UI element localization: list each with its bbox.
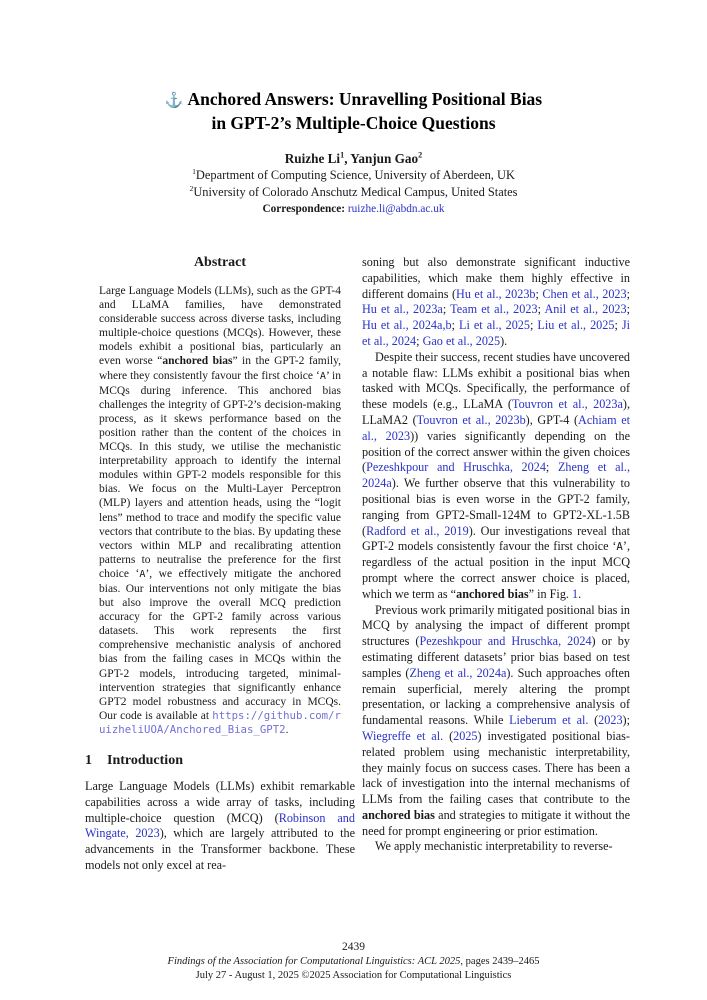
citation-link[interactable]: Pezeshkpour and Hruschka, 2024 <box>366 460 546 475</box>
section-heading-introduction <box>85 753 355 769</box>
paper-title <box>0 88 707 134</box>
text-run: ). Our investigations reveal that GPT-2 models consistently favour the first choice ‘ <box>362 523 630 554</box>
text-run: ” in Fig. <box>528 586 573 601</box>
citation-link[interactable]: Zheng et al., 2024a <box>362 460 630 491</box>
authors-block <box>0 150 707 217</box>
text-run: ’, we effectively mitigate the anchored bias. Our interventions not only mitigate the bias but also improve the overall MCQ prediction accuracy for the GPT-2 family across various datasets. This work represents the first comprehensive mechanistic analysis of anchored bias from the failing cases in MCQs within the GPT-2 models, introducing targeted, minimal-intervention strategies that significantly enhance GPT2 model robustness and accuracy in MCQs. Our code is available at <box>99 567 341 722</box>
citation-link[interactable]: Pezeshkpour and Hruschka, 2024 <box>419 634 592 649</box>
text-run: ) or by estimating different datasets’ prior bias based on test samples ( <box>362 634 630 680</box>
citation-link[interactable]: 2023 <box>598 713 623 728</box>
left-column <box>85 255 355 955</box>
text-run: A <box>139 568 146 580</box>
text-run: anchored bias <box>362 807 435 822</box>
affiliation-2 <box>0 184 707 201</box>
text-run: Correspondence: <box>262 203 348 215</box>
text-run: ). <box>500 333 508 348</box>
citation-link[interactable]: Achiam et al., 2023 <box>362 412 630 443</box>
text-run: ; <box>626 286 630 301</box>
text-run: ( <box>443 728 454 743</box>
text-run: ; <box>529 318 538 333</box>
text-run: A <box>319 370 326 382</box>
text-run: ” in the GPT-2 family, where they consistently favour the first choice ‘ <box>99 355 341 382</box>
citation-link[interactable]: Radford et al., 2019 <box>366 523 469 538</box>
title-block <box>0 88 707 134</box>
citation-link[interactable]: Hu et al., 2024a,b <box>362 318 452 333</box>
text-run: Ruizhe Li <box>284 151 341 166</box>
text-run: ( <box>588 713 599 728</box>
citation-link[interactable]: Team et al., 2023 <box>450 302 538 317</box>
text-run: , Yanjun Gao <box>344 151 419 166</box>
text-run: . <box>285 723 289 736</box>
text-run: ’ in MCQs during inference. This anchored bias challenges the integrity of GPT-2’s decision-making process, as it skews performance based on the position rather than the content of the choices in MCQs. In this study, we utilise the mechanistic interpretability approach to identify the internal modules within GPT-2 models responsible for this bias. We focus on the Multi-Layer Perceptron (MLP) layers and attention heads, using the “logit lens” method to trace and modify the specific value vectors that contribute to the bias. By updating these vectors within MLP and recalibrating attention patterns to neutralise the preference for the first choice ‘ <box>99 369 341 580</box>
citation-link[interactable]: Ji et al., 2024 <box>362 318 630 348</box>
citation-link[interactable]: Hu et al., 2023b <box>456 286 536 301</box>
right-paragraph-3 <box>362 603 630 840</box>
right-paragraph-2 <box>362 350 630 603</box>
footer <box>0 940 707 982</box>
text-run: )) varies significantly depending on the position of the correct answer within the given choices ( <box>362 428 630 475</box>
text-run: , pages 2439–2465 <box>460 956 540 967</box>
text-run: Large Language Models (LLMs), such as the GPT-4 and LLaMA families, have demonstrated considerable success across diverse tasks, including multiple-choice questions (MCQs). However, these models exhibit a positional bias, particularly an even worse “ <box>99 285 341 368</box>
text-run: ’, regardless of the actual position in the input MCQ prompt where the correct answer choice is placed, which we term as “ <box>362 539 630 601</box>
citation-link[interactable]: 1 <box>572 586 579 601</box>
text-run: anchored bias <box>456 586 529 601</box>
citation-link[interactable]: Chen et al., 2023 <box>542 286 627 301</box>
text-run: University of Colorado Anschutz Medical Campus, United States <box>193 184 518 199</box>
right-column <box>362 255 630 950</box>
text-run: Previous work primarily mitigated positional bias in MCQ by analysing the impact of different prompt structures ( <box>362 602 630 649</box>
text-run: We apply mechanistic interpretability to reverse- <box>375 839 613 854</box>
text-run: ), which are largely attributed to the advancements in the Transformer backbone. These models not only excel at rea- <box>85 826 355 872</box>
text-run: ). Such approaches often remain superficial, merely altering the prompt presentation, or lacking a comprehensive analysis of fundamental reasons. While <box>362 665 630 728</box>
text-run: and strategies to mitigate it without the need for prompt engineering or prior estimation. <box>362 807 630 838</box>
author-names <box>0 150 707 167</box>
citation-link[interactable]: Li et al., 2025 <box>459 318 530 333</box>
citation-link[interactable]: Touvron et al., 2023a <box>512 397 623 412</box>
title-line-1: ⚓ Anchored Answers: Unravelling Positional Bias <box>164 89 543 109</box>
text-run: ). We further observe that this vulnerability to positional bias is even worse in the GPT-2 family, ranging from GPT2-Small-124M to GPT2-XL-1.5B ( <box>362 476 630 538</box>
text-run: soning but also demonstrate significant inductive capabilities, which make them highly effective in different domains ( <box>362 255 630 301</box>
text-run: . <box>578 586 582 601</box>
text-run: ); <box>622 713 630 728</box>
url-link[interactable]: https://github.com/ruizheliUOA/Anchored_Bias_GPT2 <box>99 708 341 736</box>
text-run: ; <box>451 318 460 333</box>
text-run: ; <box>537 302 545 317</box>
citation-link[interactable]: Liu et al., 2025 <box>537 318 615 333</box>
text-run: 2 <box>189 183 194 193</box>
abstract-text <box>99 284 341 737</box>
citation-link[interactable]: Hu et al., 2023a <box>362 302 443 317</box>
text-run: Despite their success, recent studies have uncovered a notable flaw: LLMs exhibit a positional bias when tasked with MCQs. Specifically, the performance of these models (e.g., LLaMA ( <box>362 349 630 412</box>
text-run: 2 <box>418 150 423 160</box>
page-number: 2439 <box>342 941 365 953</box>
text-run: ; <box>545 460 558 475</box>
citation-link[interactable]: Gao et al., 2025 <box>422 333 501 348</box>
footer-copyright: July 27 - August 1, 2025 ©2025 Association for Computational Linguistics <box>195 969 512 981</box>
footer-venue <box>0 955 707 969</box>
anchor-icon: ⚓ <box>164 93 184 109</box>
text-run: ; <box>626 302 630 317</box>
abstract-heading: Abstract <box>193 255 247 270</box>
right-paragraph-1 <box>362 255 630 350</box>
right-paragraph-4 <box>362 839 630 855</box>
section-number: 1 <box>85 753 92 768</box>
section-title: Introduction <box>107 753 183 768</box>
citation-link[interactable]: Lieberum et al. <box>509 713 589 728</box>
correspondence-line <box>0 202 707 217</box>
email-link[interactable]: ruizhe.li@abdn.ac.uk <box>347 203 445 215</box>
text-run: ) investigated positional bias-related problem using mechanistic interpretability, they mainly focus on success cases. There has been a lack of investigation into the internal mechanisms of LLMs from the failing cases that contribute to the <box>362 728 630 807</box>
text-run: Department of Computing Science, University of Aberdeen, UK <box>195 168 515 182</box>
citation-link[interactable]: Robinson and Wingate, 2023 <box>85 810 355 841</box>
text-run: 1 <box>340 150 345 160</box>
citation-link[interactable]: 2025 <box>453 728 478 743</box>
text-run: ; <box>614 318 622 333</box>
citation-link[interactable]: Wiegreffe et al. <box>362 728 444 743</box>
title-line-2: in GPT-2’s Multiple-Choice Questions <box>211 113 496 133</box>
text-run: Large Language Models (LLMs) exhibit remarkable capabilities across a wide array of tasks, including multiple-choice question (MCQ) ( <box>85 779 355 825</box>
text-run: ), GPT-4 ( <box>525 412 579 427</box>
affiliation-1 <box>0 167 707 184</box>
citation-link[interactable]: Zheng et al., 2024a <box>409 665 507 680</box>
text-run: ; <box>535 286 543 301</box>
text-run: ; <box>442 302 451 317</box>
citation-link[interactable]: Anil et al., 2023 <box>544 302 627 317</box>
text-run: A <box>616 540 623 554</box>
citation-link[interactable]: Touvron et al., 2023b <box>416 412 526 427</box>
text-run: anchored bias <box>162 355 233 368</box>
text-run: ), LLaMA2 ( <box>362 397 630 427</box>
text-run: Findings of the Association for Computational Linguistics: ACL 2025 <box>167 956 461 967</box>
intro-paragraph-1 <box>85 779 355 874</box>
text-run: ; <box>416 333 423 348</box>
text-run: 1 <box>192 166 196 176</box>
